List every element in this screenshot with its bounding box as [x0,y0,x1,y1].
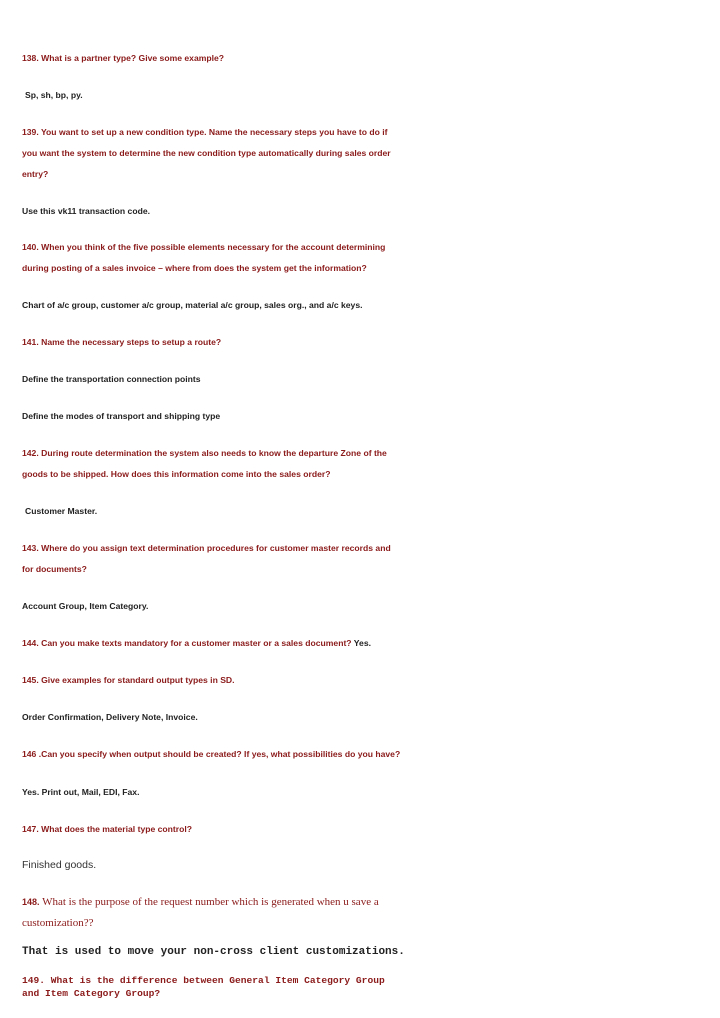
question-143: 143. Where do you assign text determination procedures for customer master records and [22,543,391,553]
answer-145: Order Confirmation, Delivery Note, Invoice. [22,712,198,722]
question-140: 140. When you think of the five possible elements necessary for the account determining [22,242,386,252]
answer-147: Finished goods. [22,859,97,871]
question-147: 147. What does the material type control? [22,824,193,834]
question-144: 144. Can you make texts mandatory for a customer master or a sales document? Yes. [22,638,372,648]
question-139: 139. You want to set up a new condition type. Name the necessary steps you have to do if [22,127,388,137]
answer-142: Customer Master. [25,506,98,516]
question-149: 149. What is the difference between General Item Category Group [22,975,385,986]
question-142: 142. During route determination the system also needs to know the departure Zone of the [22,448,387,458]
answer-143: Account Group, Item Category. [22,601,149,611]
answer-146: Yes. Print out, Mail, EDI, Fax. [22,787,140,797]
question-146: 146 .Can you specify when output should be created? If yes, what possibilities do you have? [22,749,401,759]
question-140-line2: during posting of a sales invoice – where from does the system get the information? [22,263,367,273]
question-139-line2: you want the system to determine the new condition type automatically during sales order [22,148,391,158]
answer-139: Use this vk11 transaction code. [22,206,151,216]
answer-148: That is used to move your non-cross client customizations. [22,946,405,958]
answer-144: Yes. [353,638,372,648]
question-141: 141. Name the necessary steps to setup a route? [22,337,222,347]
question-148: 148. What is the purpose of the request number which is generated when u save a [22,896,379,908]
answer-141-line1: Define the transportation connection points [22,374,201,384]
answer-138: Sp, sh, bp, py. [25,90,83,100]
question-139-line3: entry? [22,169,49,179]
question-145: 145. Give examples for standard output types in SD. [22,675,235,685]
question-148-line2: customization?? [22,917,94,929]
question-149-line2: and Item Category Group? [22,988,161,999]
question-142-line2: goods to be shipped. How does this information come into the sales order? [22,469,331,479]
question-138: 138. What is a partner type? Give some example? [22,53,225,63]
answer-141-line2: Define the modes of transport and shipping type [22,411,221,421]
answer-140: Chart of a/c group, customer a/c group, material a/c group, sales org., and a/c keys. [22,300,363,310]
question-143-line2: for documents? [22,564,87,574]
